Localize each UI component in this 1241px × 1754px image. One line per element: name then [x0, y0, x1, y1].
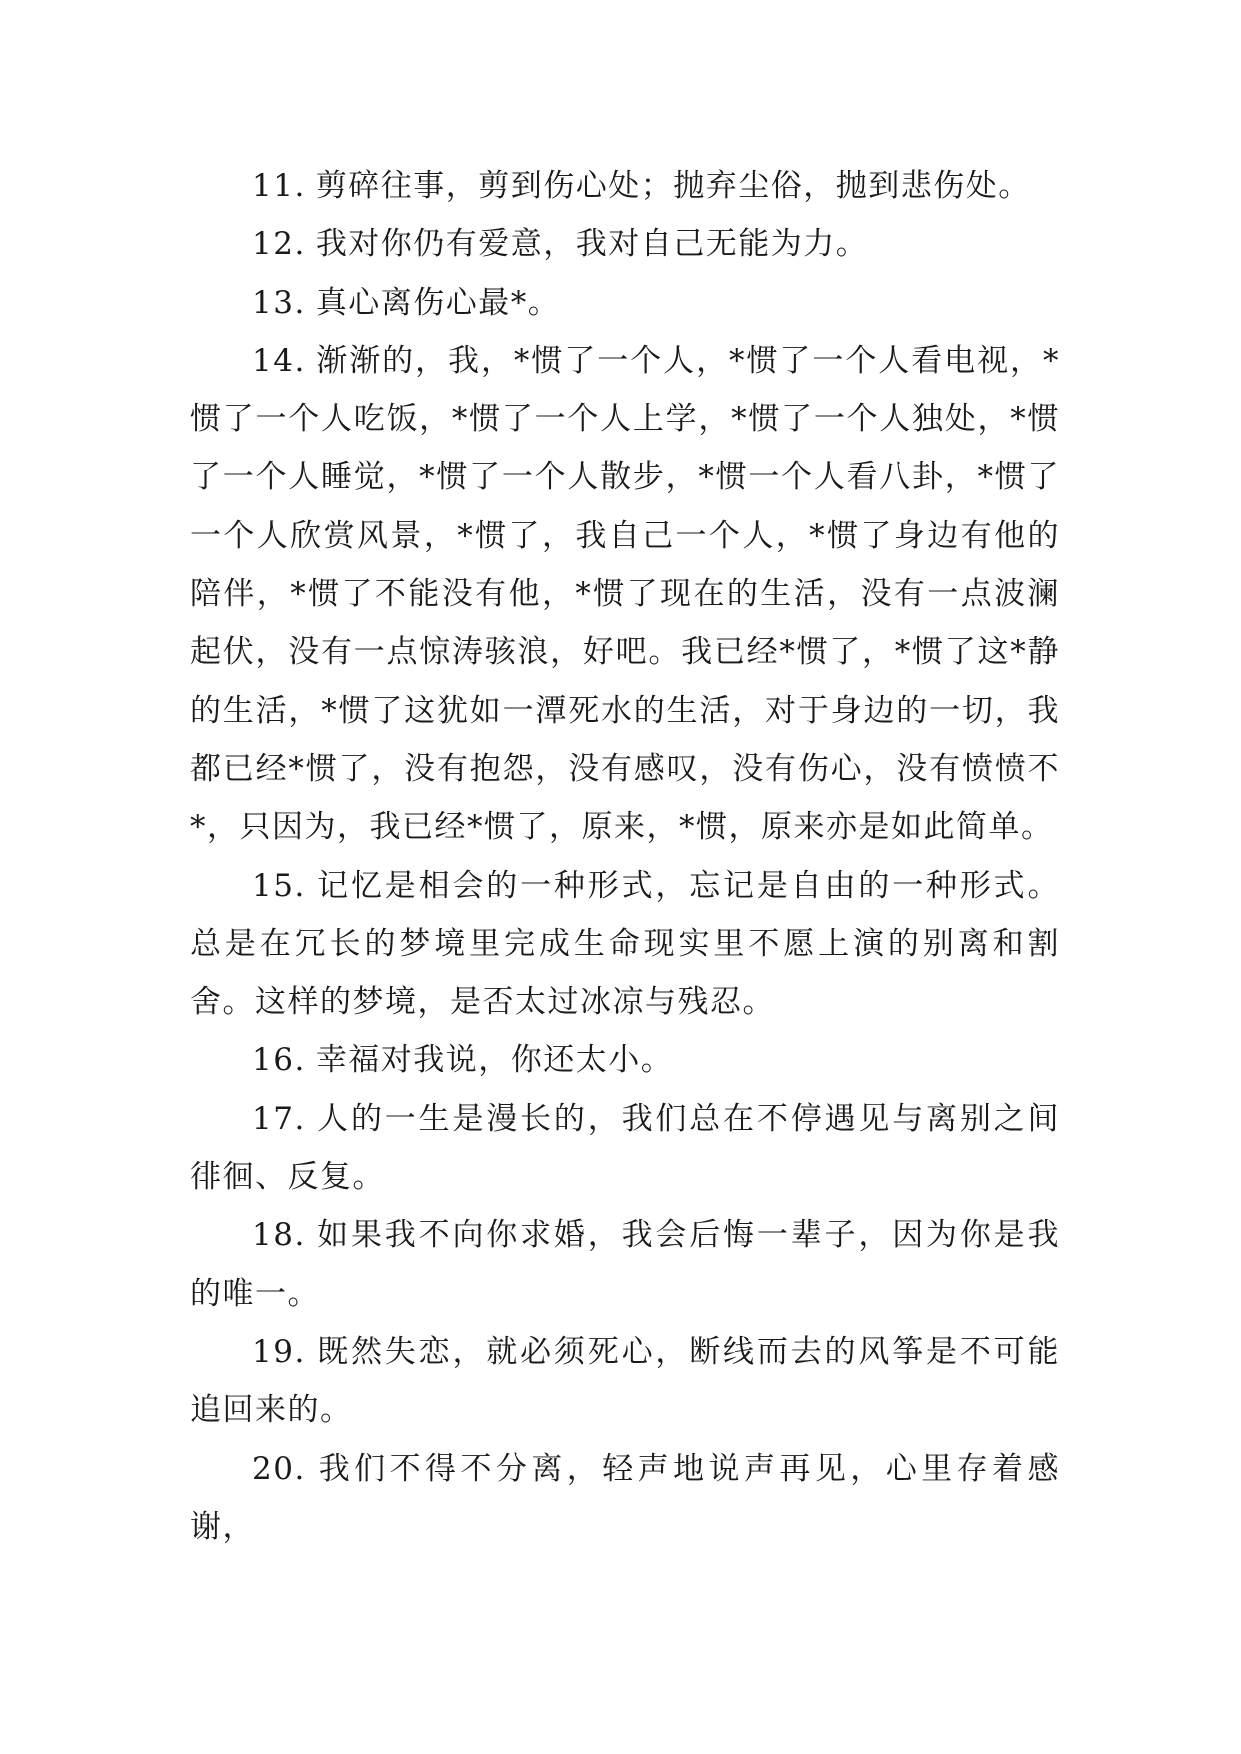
paragraph-number: 19.	[252, 1333, 306, 1370]
paragraph-16	[190, 1031, 1060, 1089]
paragraph-18	[190, 1206, 1060, 1323]
paragraph-text: 剪碎往事，剪到伤心处；抛弃尘俗，抛到悲伤处。	[315, 168, 1031, 204]
paragraph-number: 16.	[252, 1042, 306, 1079]
paragraph-19	[190, 1323, 1060, 1440]
paragraph-text: 如果我不向你求婚，我会后悔一辈子，因为你是我的唯一。	[190, 1217, 1060, 1312]
paragraph-number: 14.	[252, 342, 306, 379]
paragraph-17	[190, 1090, 1060, 1207]
paragraph-12	[190, 215, 1060, 273]
paragraph-text: 既然失恋，就必须死心，断线而去的风筝是不可能追回来的。	[190, 1333, 1060, 1429]
paragraph-20	[190, 1440, 1060, 1557]
paragraph-text: 人的一生是漫长的，我们总在不停遇见与离别之间徘徊、反复。	[190, 1100, 1060, 1196]
paragraph-number: 17.	[252, 1100, 306, 1137]
paragraph-number: 18.	[252, 1217, 306, 1254]
paragraph-text: 我对你仍有爱意，我对自己无能为力。	[315, 226, 869, 263]
paragraph-number: 20.	[252, 1450, 306, 1487]
paragraph-text: 幸福对我说，你还太小。	[315, 1042, 674, 1079]
paragraph-15	[190, 857, 1060, 1032]
paragraph-number: 11.	[252, 168, 306, 204]
paragraph-number: 12.	[252, 226, 306, 263]
paragraph-text: 记忆是相会的一种形式，忘记是自由的一种形式。总是在冗长的梦境里完成生命现实里不愿上演的别离和割舍。这样的梦境，是否太过冰凉与残忍。	[190, 867, 1060, 1021]
document-page	[190, 157, 1060, 1556]
paragraph-number: 13.	[252, 284, 306, 321]
paragraph-number: 15.	[252, 867, 306, 904]
paragraph-14	[190, 332, 1060, 857]
paragraph-text: 我们不得不分离，轻声地说声再见，心里存着感谢，	[190, 1450, 1060, 1545]
paragraph-13	[190, 274, 1060, 332]
paragraph-text: 真心离伤心最*。	[315, 284, 561, 321]
paragraph-text: 渐渐的，我，*惯了一个人，*惯了一个人看电视，*惯了一个人吃饭，*惯了一个人上学，*惯了一个人独处，*惯了一个人睡觉，*惯了一个人散步，*惯一个人看八卦，*惯了一个人欣赏风景，*惯了，我自己一个人，*惯了身边有他的陪伴，*惯了不能没有他，*惯了现在的生活，没有一点波澜起伏，没有一点惊涛骇浪，好吧。我已经*惯了，*惯了这*静的生活，*惯了这犹如一潭死水的生活，对于身边的一切，我都已经*惯了，没有抱怨，没有感叹，没有伤心，没有愤愤不*，只因为，我已经*惯了，原来，*惯，原来亦是如此简单。	[190, 342, 1060, 846]
paragraph-11	[190, 157, 1060, 215]
